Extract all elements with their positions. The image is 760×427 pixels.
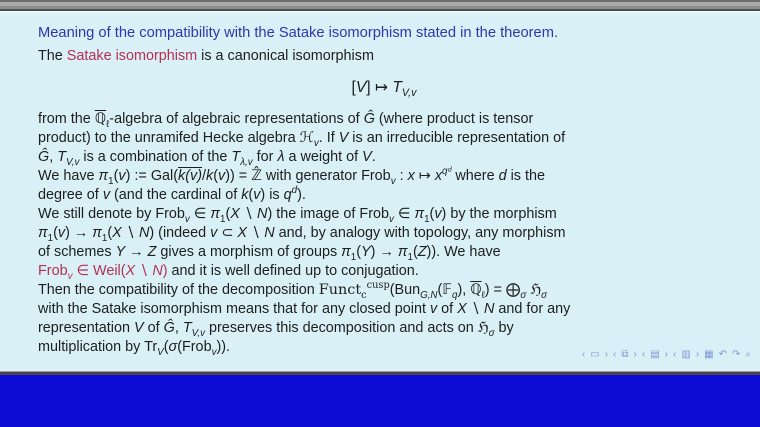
text-line: of schemes Y → Z gives a morphism of groups $\pi_1(Y) \to \pi_1(Z)$). We have: [38, 244, 501, 263]
slide-body: [38, 45, 730, 357]
text-line: Ĝ, $T_{V,v}$ is a combination of the $T_{\lambda,v}$ for λ a weight of V.: [38, 149, 376, 168]
text-line: We still denote by Frob$_v$ ∈ $\pi_1(X$ ∖ N) the image of Frob$_v$ ∈ $\pi_1(v)$ by the morphism: [38, 206, 557, 225]
frame-icon[interactable]: ⧉: [621, 349, 629, 360]
text-line: Then the compatibility of the decomposition Funct$_c^{cusp}$(Bun$_{G,N}$(𝔽$_q$), ℚ$_\ell$) = $⨁_\sigma$ ℌ$_\sigma$: [38, 280, 547, 301]
slide-content: [0, 13, 760, 371]
text-line: multiplication by $Tr_V(\sigma(Frob_v))$.: [38, 339, 231, 358]
slide-title: Meaning of the compatibility with the Satake isomorphism stated in the theorem.: [38, 25, 559, 41]
subsection-icon[interactable]: ▤: [650, 349, 660, 360]
text-line: with the Satake isomorphism means that for any closed point v of X ∖ N and for any: [38, 301, 571, 317]
beamer-navigation-bar: [582, 348, 751, 362]
slide-icon[interactable]: ▭: [590, 349, 600, 360]
prev-subsection-icon[interactable]: ‹: [641, 349, 646, 360]
section-icon[interactable]: ▥: [681, 349, 691, 360]
next-frame-icon[interactable]: ›: [633, 349, 637, 360]
next-section-icon[interactable]: ›: [695, 349, 700, 360]
window-chrome-top-bar: [0, 0, 760, 13]
next-slide-icon[interactable]: ›: [604, 349, 609, 360]
text-line: representation V of Ĝ, $T_{V,v}$ preserves this decomposition and acts on ℌ$_\sigma$ by: [38, 320, 514, 339]
formula-line: [V] ↦ $T_{V,v}$: [351, 79, 417, 100]
subtitle-line: The Satake isomorphism is a canonical isomorphism: [38, 48, 374, 64]
text-line: We have $\pi_1(v)$ := Gal(k(v)/k(v)) = ℤ̂ with generator Frob$_v$ : x ↦ $x^{qᵈ}$ where d is the: [38, 166, 545, 187]
forward-icon[interactable]: ↷: [732, 349, 741, 360]
footer-bar: [0, 375, 760, 427]
appendix-icon[interactable]: ▦: [704, 349, 714, 360]
text-line: Frob$_v$ ∈ Weil(X ∖ N) and it is well defined up to conjugation.: [38, 263, 419, 282]
prev-section-icon[interactable]: ‹: [673, 349, 677, 360]
text-line: from the ℚ$_\ell$-algebra of algebraic representations of Ĝ (where product is tensor: [38, 111, 534, 130]
back-icon[interactable]: ↶: [718, 349, 727, 360]
next-subsection-icon[interactable]: ›: [664, 349, 669, 360]
search-icon[interactable]: ⌕: [745, 349, 751, 360]
prev-slide-icon[interactable]: ‹: [581, 349, 586, 360]
text-line: $\pi_1(v) \to \pi_1(X$ ∖ N) (indeed v ⊂ X ∖ N and, by analogy with topology, any morphism: [38, 225, 566, 244]
text-line: degree of v (and the cardinal of k(v) is $q^d$).: [38, 185, 306, 203]
text-line: product) to the unramifed Hecke algebra ℋ$_v$. If V is an irreducible representation of: [38, 130, 566, 149]
prev-frame-icon[interactable]: ‹: [613, 349, 617, 360]
